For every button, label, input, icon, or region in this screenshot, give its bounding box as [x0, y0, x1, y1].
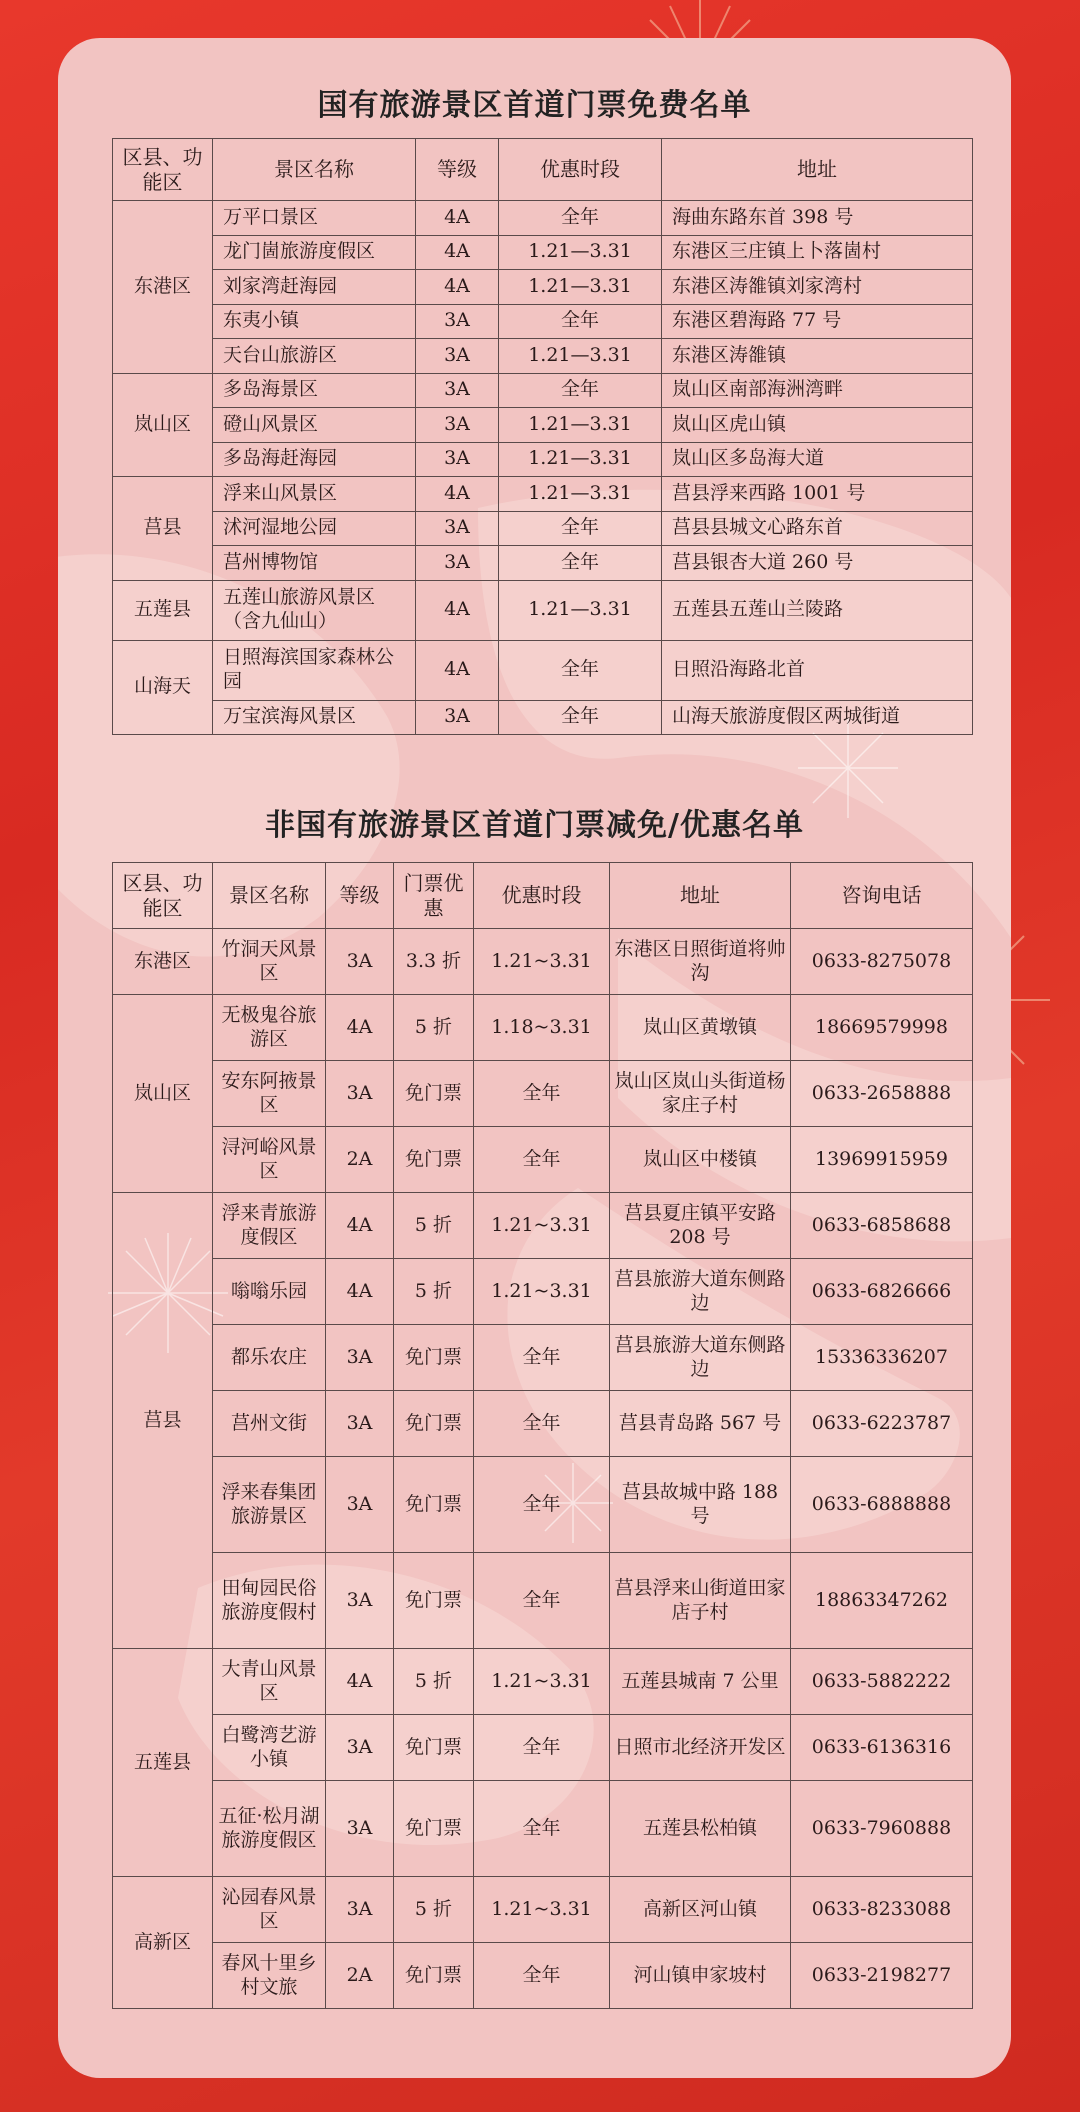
level-cell: 3A [416, 373, 499, 408]
table1-row [113, 477, 973, 512]
period-cell: 1.21—3.31 [499, 477, 662, 512]
scenic-name-cell: 嗡嗡乐园 [213, 1259, 326, 1325]
level-cell: 3A [416, 700, 499, 735]
address-cell: 五莲县城南 7 公里 [610, 1649, 791, 1715]
discount-cell: 5 折 [394, 995, 474, 1061]
table2-row [113, 1715, 973, 1781]
scenic-name-cell: 龙门崮旅游度假区 [213, 235, 416, 270]
scenic-name-cell: 浮来春集团旅游景区 [213, 1457, 326, 1553]
table2-row [113, 1061, 973, 1127]
period-cell: 全年 [474, 1715, 610, 1781]
period-cell: 全年 [474, 1391, 610, 1457]
table2-row [113, 1391, 973, 1457]
table1-row [113, 442, 973, 477]
period-cell: 全年 [474, 1781, 610, 1877]
address-cell: 五莲县五莲山兰陵路 [662, 580, 973, 640]
scenic-name-cell: 竹洞天风景区 [213, 929, 326, 995]
scenic-name-cell: 沁园春风景区 [213, 1877, 326, 1943]
period-cell: 1.21~3.31 [474, 1259, 610, 1325]
phone-cell: 18669579998 [791, 995, 973, 1061]
scenic-name-cell: 天台山旅游区 [213, 339, 416, 374]
phone-cell: 0633-6826666 [791, 1259, 973, 1325]
period-cell: 全年 [474, 1553, 610, 1649]
level-cell: 4A [416, 201, 499, 236]
discount-cell: 免门票 [394, 1127, 474, 1193]
address-cell: 高新区河山镇 [610, 1877, 791, 1943]
period-cell: 1.21~3.31 [474, 1877, 610, 1943]
level-cell: 3A [416, 339, 499, 374]
level-cell: 4A [416, 580, 499, 640]
period-cell: 全年 [474, 1325, 610, 1391]
table2-header-row [113, 863, 973, 929]
table2-header-cell: 区县、功能区 [113, 863, 213, 929]
phone-cell: 18863347262 [791, 1553, 973, 1649]
scenic-name-cell: 春风十里乡村文旅 [213, 1943, 326, 2009]
scenic-name-cell: 浔河峪风景区 [213, 1127, 326, 1193]
phone-cell: 13969915959 [791, 1127, 973, 1193]
table1-row [113, 700, 973, 735]
period-cell: 全年 [499, 700, 662, 735]
table2-row [113, 1325, 973, 1391]
level-cell: 3A [326, 1781, 394, 1877]
table1-header-cell: 景区名称 [213, 139, 416, 201]
discount-cell: 5 折 [394, 1877, 474, 1943]
non-state-scenic-table [112, 862, 973, 2009]
scenic-name-cell: 莒州文街 [213, 1391, 326, 1457]
scenic-name-cell: 日照海滨国家森林公园 [213, 640, 416, 700]
district-cell: 莒县 [113, 477, 213, 581]
table2-row [113, 1127, 973, 1193]
table2-row [113, 1193, 973, 1259]
district-cell: 高新区 [113, 1877, 213, 2009]
discount-cell: 5 折 [394, 1259, 474, 1325]
table2-row [113, 1457, 973, 1553]
table2-header-cell: 等级 [326, 863, 394, 929]
district-cell: 五莲县 [113, 580, 213, 640]
table1-header-row [113, 139, 973, 201]
table2-row [113, 1877, 973, 1943]
table2-header-cell: 咨询电话 [791, 863, 973, 929]
scenic-name-cell: 多岛海景区 [213, 373, 416, 408]
address-cell: 岚山区多岛海大道 [662, 442, 973, 477]
level-cell: 2A [326, 1943, 394, 2009]
state-owned-scenic-table [112, 138, 973, 735]
table2-title: 非国有旅游景区首道门票减免/优惠名单 [265, 808, 804, 843]
level-cell: 3A [326, 1877, 394, 1943]
phone-cell: 0633-8233088 [791, 1877, 973, 1943]
scenic-name-cell: 都乐农庄 [213, 1325, 326, 1391]
level-cell: 2A [326, 1127, 394, 1193]
scenic-name-cell: 大青山风景区 [213, 1649, 326, 1715]
address-cell: 岚山区虎山镇 [662, 408, 973, 443]
table1-row [113, 304, 973, 339]
scenic-name-cell: 五征·松月湖旅游度假区 [213, 1781, 326, 1877]
table1-row [113, 235, 973, 270]
period-cell: 1.18~3.31 [474, 995, 610, 1061]
content-card [58, 38, 1011, 2078]
discount-cell: 免门票 [394, 1553, 474, 1649]
address-cell: 莒县浮来山街道田家店子村 [610, 1553, 791, 1649]
scenic-name-cell: 多岛海赶海园 [213, 442, 416, 477]
address-cell: 莒县县城文心路东首 [662, 511, 973, 546]
table2-row [113, 1553, 973, 1649]
table2-row [113, 1649, 973, 1715]
scenic-name-cell: 田甸园民俗旅游度假村 [213, 1553, 326, 1649]
level-cell: 4A [416, 270, 499, 305]
period-cell: 1.21~3.31 [474, 1193, 610, 1259]
address-cell: 海曲东路东首 398 号 [662, 201, 973, 236]
level-cell: 4A [416, 640, 499, 700]
level-cell: 3A [326, 1457, 394, 1553]
address-cell: 岚山区岚山头街道杨家庄子村 [610, 1061, 791, 1127]
table2-row [113, 1943, 973, 2009]
table1-row [113, 640, 973, 700]
table1-row [113, 201, 973, 236]
phone-cell: 0633-2658888 [791, 1061, 973, 1127]
discount-cell: 3.3 折 [394, 929, 474, 995]
address-cell: 莒县夏庄镇平安路 208 号 [610, 1193, 791, 1259]
level-cell: 3A [416, 304, 499, 339]
level-cell: 4A [326, 1259, 394, 1325]
scenic-name-cell: 磴山风景区 [213, 408, 416, 443]
table1-header-cell: 地址 [662, 139, 973, 201]
table2-row [113, 1781, 973, 1877]
district-cell: 五莲县 [113, 1649, 213, 1877]
level-cell: 3A [326, 1553, 394, 1649]
period-cell: 全年 [474, 1457, 610, 1553]
phone-cell: 0633-7960888 [791, 1781, 973, 1877]
address-cell: 岚山区南部海洲湾畔 [662, 373, 973, 408]
district-cell: 莒县 [113, 1193, 213, 1649]
table1-header-cell: 优惠时段 [499, 139, 662, 201]
period-cell: 全年 [499, 511, 662, 546]
district-cell: 山海天 [113, 640, 213, 735]
period-cell: 全年 [474, 1943, 610, 2009]
table1-row [113, 270, 973, 305]
address-cell: 莒县旅游大道东侧路边 [610, 1325, 791, 1391]
level-cell: 4A [326, 995, 394, 1061]
discount-cell: 免门票 [394, 1325, 474, 1391]
scenic-name-cell: 沭河湿地公园 [213, 511, 416, 546]
district-cell: 东港区 [113, 201, 213, 374]
discount-cell: 免门票 [394, 1781, 474, 1877]
period-cell: 全年 [499, 304, 662, 339]
table1-header-cell: 区县、功能区 [113, 139, 213, 201]
table2-row [113, 995, 973, 1061]
period-cell: 全年 [474, 1061, 610, 1127]
table2-header-cell: 地址 [610, 863, 791, 929]
discount-cell: 5 折 [394, 1193, 474, 1259]
level-cell: 3A [326, 1325, 394, 1391]
address-cell: 莒县旅游大道东侧路边 [610, 1259, 791, 1325]
level-cell: 3A [416, 408, 499, 443]
discount-cell: 5 折 [394, 1649, 474, 1715]
address-cell: 日照沿海路北首 [662, 640, 973, 700]
table2-header-cell: 优惠时段 [474, 863, 610, 929]
scenic-name-cell: 无极鬼谷旅游区 [213, 995, 326, 1061]
phone-cell: 0633-5882222 [791, 1649, 973, 1715]
level-cell: 3A [416, 546, 499, 581]
period-cell: 全年 [474, 1127, 610, 1193]
address-cell: 日照市北经济开发区 [610, 1715, 791, 1781]
scenic-name-cell: 五莲山旅游风景区（含九仙山） [213, 580, 416, 640]
discount-cell: 免门票 [394, 1061, 474, 1127]
period-cell: 1.21—3.31 [499, 270, 662, 305]
address-cell: 东港区涛雒镇 [662, 339, 973, 374]
scenic-name-cell: 浮来青旅游度假区 [213, 1193, 326, 1259]
level-cell: 3A [416, 511, 499, 546]
period-cell: 全年 [499, 373, 662, 408]
period-cell: 全年 [499, 546, 662, 581]
level-cell: 3A [416, 442, 499, 477]
level-cell: 3A [326, 1061, 394, 1127]
level-cell: 3A [326, 929, 394, 995]
table2-header-cell: 门票优惠 [394, 863, 474, 929]
phone-cell: 0633-6888888 [791, 1457, 973, 1553]
address-cell: 东港区涛雒镇刘家湾村 [662, 270, 973, 305]
period-cell: 1.21—3.31 [499, 339, 662, 374]
discount-cell: 免门票 [394, 1715, 474, 1781]
address-cell: 岚山区黄墩镇 [610, 995, 791, 1061]
table2-row [113, 1259, 973, 1325]
table1-row [113, 373, 973, 408]
discount-cell: 免门票 [394, 1943, 474, 2009]
period-cell: 1.21~3.31 [474, 929, 610, 995]
table1-row [113, 339, 973, 374]
phone-cell: 0633-6858688 [791, 1193, 973, 1259]
period-cell: 1.21—3.31 [499, 580, 662, 640]
district-cell: 东港区 [113, 929, 213, 995]
table1-row [113, 408, 973, 443]
address-cell: 山海天旅游度假区两城街道 [662, 700, 973, 735]
address-cell: 五莲县松柏镇 [610, 1781, 791, 1877]
scenic-name-cell: 刘家湾赶海园 [213, 270, 416, 305]
table2-row [113, 929, 973, 995]
level-cell: 3A [326, 1391, 394, 1457]
address-cell: 莒县故城中路 188 号 [610, 1457, 791, 1553]
level-cell: 4A [416, 477, 499, 512]
district-cell: 岚山区 [113, 373, 213, 477]
address-cell: 莒县浮来西路 1001 号 [662, 477, 973, 512]
table1-row [113, 511, 973, 546]
address-cell: 莒县银杏大道 260 号 [662, 546, 973, 581]
period-cell: 全年 [499, 640, 662, 700]
address-cell: 东港区日照街道将帅沟 [610, 929, 791, 995]
table1-row [113, 580, 973, 640]
address-cell: 岚山区中楼镇 [610, 1127, 791, 1193]
scenic-name-cell: 安东阿掖景区 [213, 1061, 326, 1127]
scenic-name-cell: 东夷小镇 [213, 304, 416, 339]
scenic-name-cell: 浮来山风景区 [213, 477, 416, 512]
table2-header-cell: 景区名称 [213, 863, 326, 929]
scenic-name-cell: 白鹭湾艺游小镇 [213, 1715, 326, 1781]
address-cell: 莒县青岛路 567 号 [610, 1391, 791, 1457]
level-cell: 4A [416, 235, 499, 270]
level-cell: 4A [326, 1193, 394, 1259]
address-cell: 东港区三庄镇上卜落崮村 [662, 235, 973, 270]
period-cell: 1.21—3.31 [499, 408, 662, 443]
address-cell: 东港区碧海路 77 号 [662, 304, 973, 339]
period-cell: 1.21~3.31 [474, 1649, 610, 1715]
period-cell: 1.21—3.31 [499, 235, 662, 270]
level-cell: 4A [326, 1649, 394, 1715]
district-cell: 岚山区 [113, 995, 213, 1193]
discount-cell: 免门票 [394, 1391, 474, 1457]
period-cell: 1.21—3.31 [499, 442, 662, 477]
period-cell: 全年 [499, 201, 662, 236]
phone-cell: 0633-6223787 [791, 1391, 973, 1457]
phone-cell: 0633-6136316 [791, 1715, 973, 1781]
level-cell: 3A [326, 1715, 394, 1781]
table1-row [113, 546, 973, 581]
phone-cell: 0633-8275078 [791, 929, 973, 995]
scenic-name-cell: 万平口景区 [213, 201, 416, 236]
table1-header-cell: 等级 [416, 139, 499, 201]
phone-cell: 0633-2198277 [791, 1943, 973, 2009]
address-cell: 河山镇申家坡村 [610, 1943, 791, 2009]
phone-cell: 15336336207 [791, 1325, 973, 1391]
scenic-name-cell: 莒州博物馆 [213, 546, 416, 581]
scenic-name-cell: 万宝滨海风景区 [213, 700, 416, 735]
table1-title: 国有旅游景区首道门票免费名单 [317, 88, 752, 123]
discount-cell: 免门票 [394, 1457, 474, 1553]
